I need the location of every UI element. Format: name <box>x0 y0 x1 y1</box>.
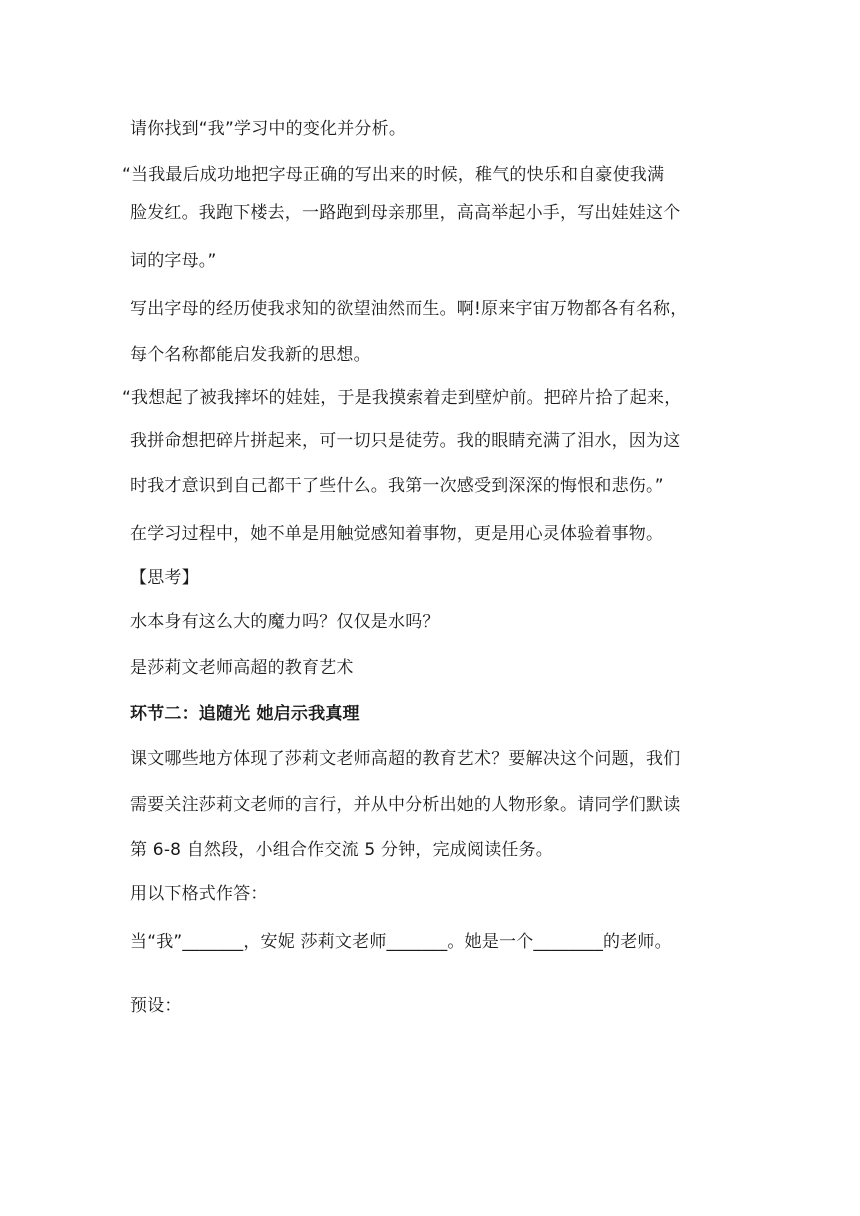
prompt-find-changes: 请你找到“我”学习中的变化并分析。 <box>130 119 407 139</box>
section-2-heading: 环节二：追随光 她启示我真理 <box>130 704 360 724</box>
quote-1-line-3: 词的字母。” <box>130 251 217 271</box>
think-answer: 是莎莉文老师高超的教育艺术 <box>130 658 354 678</box>
answer-format-label: 用以下格式作答： <box>130 884 268 904</box>
analysis-1-line-1: 写出字母的经历使我求知的欲望油然而生。啊!原来宇宙万物都各有名称， <box>130 299 688 319</box>
think-heading: 【思考】 <box>130 568 199 588</box>
analysis-2: 在学习过程中，她不单是用触觉感知着事物，更是用心灵体验着事物。 <box>130 524 664 544</box>
quote-2-line-2: 我拼命想把碎片拼起来，可一切只是徒劳。我的眼睛充满了泪水，因为这 <box>130 431 681 451</box>
analysis-1-line-2: 每个名称都能启发我新的思想。 <box>130 345 371 365</box>
quote-2-line-3: 时我才意识到自己都干了些什么。我第一次感受到深深的悔恨和悲伤。” <box>130 476 664 496</box>
quote-1-line-1: “当我最后成功地把字母正确的写出来的时候，稚气的快乐和自豪使我满 <box>122 165 665 185</box>
quote-1-line-2: 脸发红。我跑下楼去，一路跑到母亲那里，高高举起小手，写出娃娃这个 <box>130 203 681 223</box>
answer-format-template: 当“我”_______，安妮 莎莉文老师_______。她是一个________的老师。 <box>130 932 672 952</box>
task-line-2: 需要关注莎莉文老师的言行，并从中分析出她的人物形象。请同学们默读 <box>130 795 681 815</box>
preset-label: 预设： <box>130 996 182 1016</box>
task-line-1: 课文哪些地方体现了莎莉文老师高超的教育艺术？要解决这个问题，我们 <box>130 749 681 769</box>
quote-2-line-1: “我想起了被我摔坏的娃娃，于是我摸索着走到壁炉前。把碎片拾了起来， <box>122 388 682 408</box>
think-question: 水本身有这么大的魔力吗？仅仅是水吗？ <box>130 612 440 632</box>
task-line-3: 第 6-8 自然段，小组合作交流 5 分钟，完成阅读任务。 <box>130 840 553 860</box>
